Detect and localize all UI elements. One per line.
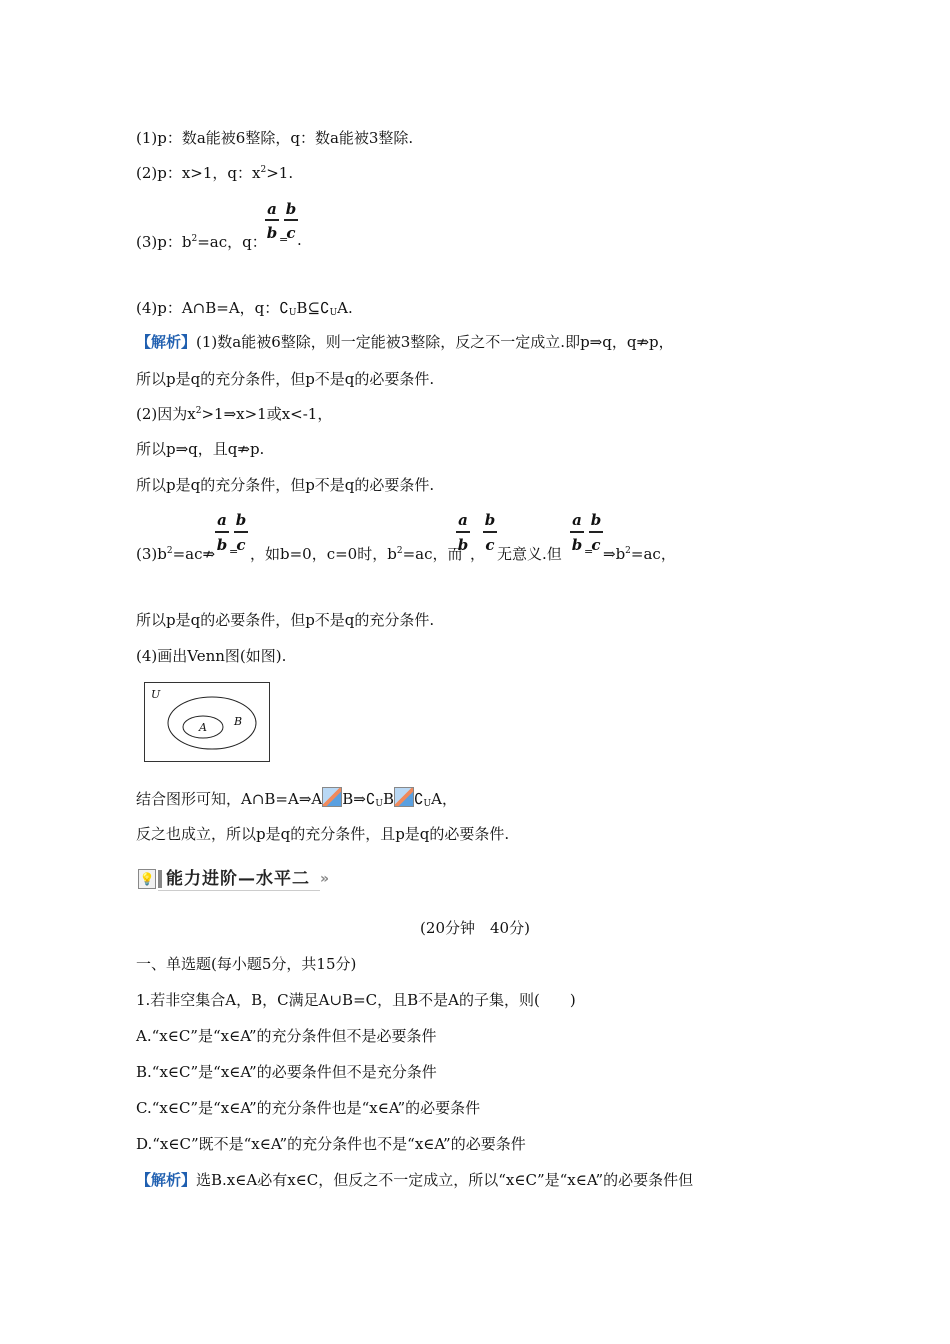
fraction-bar — [483, 531, 497, 533]
option-c: C.“x∈C”是“x∈A”的充分条件也是“x∈A”的必要条件 — [136, 1099, 481, 1117]
fraction-denominator-c: c — [591, 536, 601, 554]
equals-sign: = — [229, 545, 239, 558]
fraction-bar — [570, 531, 584, 533]
subscript: U — [288, 308, 297, 318]
solution-line-2: 所以p是q的充分条件，但p不是q的必要条件. — [136, 370, 435, 388]
fraction-bar — [456, 531, 470, 533]
time-note: (20分钟 40分) — [420, 919, 530, 937]
question-stem: 1.若非空集合A，B，C满足A∪B=C，且B不是A的子集，则( ) — [136, 991, 576, 1009]
text: (2)因为x — [136, 405, 196, 423]
fraction-denominator-b: b — [457, 536, 469, 554]
solution-line-6-start — [136, 544, 215, 564]
solution-line-1 — [136, 332, 674, 352]
text: ⇒b — [603, 545, 626, 563]
banner-title: 能力进阶—水平二 — [166, 869, 310, 889]
option-a: A.“x∈C”是“x∈A”的充分条件但不是必要条件 — [136, 1027, 437, 1045]
fraction-denominator-c: c — [485, 536, 495, 554]
superscript: 2 — [195, 406, 202, 416]
problem-line-4 — [136, 298, 353, 318]
fraction-denominator-b: b — [216, 536, 228, 554]
superscript: 2 — [396, 546, 403, 556]
subscript: U — [329, 308, 338, 318]
venn-label-u: U — [151, 688, 161, 701]
venn-diagram — [144, 682, 270, 762]
problem-line-2 — [136, 163, 293, 183]
fraction-bar — [589, 531, 603, 533]
text: (1)数a能被6整除，则一定能被3整除，反之不一定成立.即p⇒q，q⇏p， — [196, 333, 674, 351]
fraction-numerator-a: a — [458, 511, 468, 529]
solution-line-3 — [136, 404, 332, 424]
solution-tag: 【解析】 — [136, 333, 197, 351]
solution-tag: 【解析】 — [136, 1171, 197, 1189]
banner-underline — [158, 890, 320, 891]
venn-label-a: A — [199, 721, 207, 734]
equals-sign: = — [584, 545, 594, 558]
equals-sign: = — [279, 233, 289, 246]
venn-ellipses — [145, 683, 269, 761]
fraction-numerator-a: a — [217, 511, 227, 529]
proper-subset-image-icon — [322, 787, 342, 807]
question-solution — [136, 1170, 693, 1190]
fraction-denominator-c: c — [286, 224, 296, 242]
text: =ac， — [630, 545, 676, 563]
banner-divider — [158, 870, 162, 888]
problem-line-1: (1)p：数a能被6整除，q：数a能被3整除. — [136, 129, 414, 147]
text: B — [382, 790, 394, 808]
subscript: U — [423, 799, 432, 809]
text: >1. — [266, 164, 294, 182]
fraction-numerator-b: b — [590, 511, 602, 529]
solution-line-6-mid — [250, 544, 463, 564]
text: A. — [337, 299, 353, 317]
fraction-numerator-b: b — [235, 511, 247, 529]
fraction-bar — [284, 219, 298, 221]
option-d: D.“x∈C”既不是“x∈A”的充分条件也不是“x∈A”的必要条件 — [136, 1135, 526, 1153]
fraction-numerator-b: b — [285, 200, 297, 218]
lightbulb-icon: 💡 — [138, 869, 156, 889]
text: ∁ — [414, 790, 424, 808]
text: (3)p：b — [136, 233, 192, 251]
venn-label-b: B — [234, 715, 243, 728]
text: >1⇒x>1或x<-1， — [201, 405, 333, 423]
option-b: B.“x∈C”是“x∈A”的必要条件但不是充分条件 — [136, 1063, 437, 1081]
comma: ， — [470, 545, 486, 563]
subscript: U — [375, 799, 383, 809]
solution-line-6-end — [603, 544, 676, 564]
solution-line-9 — [136, 787, 457, 809]
fraction-bar — [265, 219, 279, 221]
period: . — [297, 231, 302, 249]
text: ，如b=0，c=0时，b — [250, 545, 397, 563]
fraction-denominator-c: c — [236, 536, 246, 554]
double-chevron-icon: » — [320, 871, 330, 887]
text: B⇒∁ — [342, 790, 376, 808]
text: =ac，而 — [402, 545, 463, 563]
fraction-numerator-a: a — [572, 511, 582, 529]
solution-line-10: 反之也成立，所以p是q的充分条件，且p是q的必要条件. — [136, 825, 510, 843]
solution-line-6-text: 无意义.但 — [497, 545, 562, 563]
fraction-bar — [215, 531, 229, 533]
superscript: 2 — [166, 546, 173, 556]
solution-line-8: (4)画出Venn图(如图). — [136, 647, 287, 665]
text: B⊆∁ — [296, 299, 330, 317]
fraction-denominator-b: b — [266, 224, 278, 242]
text: A， — [431, 790, 457, 808]
superscript: 2 — [625, 546, 631, 556]
fraction-bar — [234, 531, 248, 533]
fraction-numerator-a: a — [267, 200, 277, 218]
problem-line-3 — [136, 232, 267, 252]
ellipse-b — [168, 697, 256, 749]
solution-line-7: 所以p是q的必要条件，但p不是q的充分条件. — [136, 611, 435, 629]
text: =ac⇏ — [172, 545, 216, 563]
section-banner — [136, 867, 346, 891]
solution-line-5: 所以p是q的充分条件，但p不是q的必要条件. — [136, 476, 435, 494]
proper-subset-image-icon — [394, 787, 414, 807]
fraction-denominator-b: b — [571, 536, 583, 554]
solution-line-4: 所以p⇒q，且q⇏p. — [136, 440, 265, 458]
text: (4)p：A∩B=A，q：∁ — [136, 299, 289, 317]
superscript: 2 — [191, 234, 198, 244]
section-heading: 一、单选题(每小题5分，共15分) — [136, 955, 357, 973]
text: (2)p：x>1，q：x — [136, 164, 261, 182]
superscript: 2 — [260, 165, 267, 175]
text: 选B.x∈A必有x∈C，但反之不一定成立，所以“x∈C”是“x∈A”的必要条件但 — [196, 1171, 694, 1189]
text: =ac，q： — [197, 233, 267, 251]
text: 结合图形可知，A∩B=A⇒A — [136, 790, 323, 808]
text: (3)b — [136, 545, 167, 563]
fraction-numerator-b: b — [484, 511, 496, 529]
